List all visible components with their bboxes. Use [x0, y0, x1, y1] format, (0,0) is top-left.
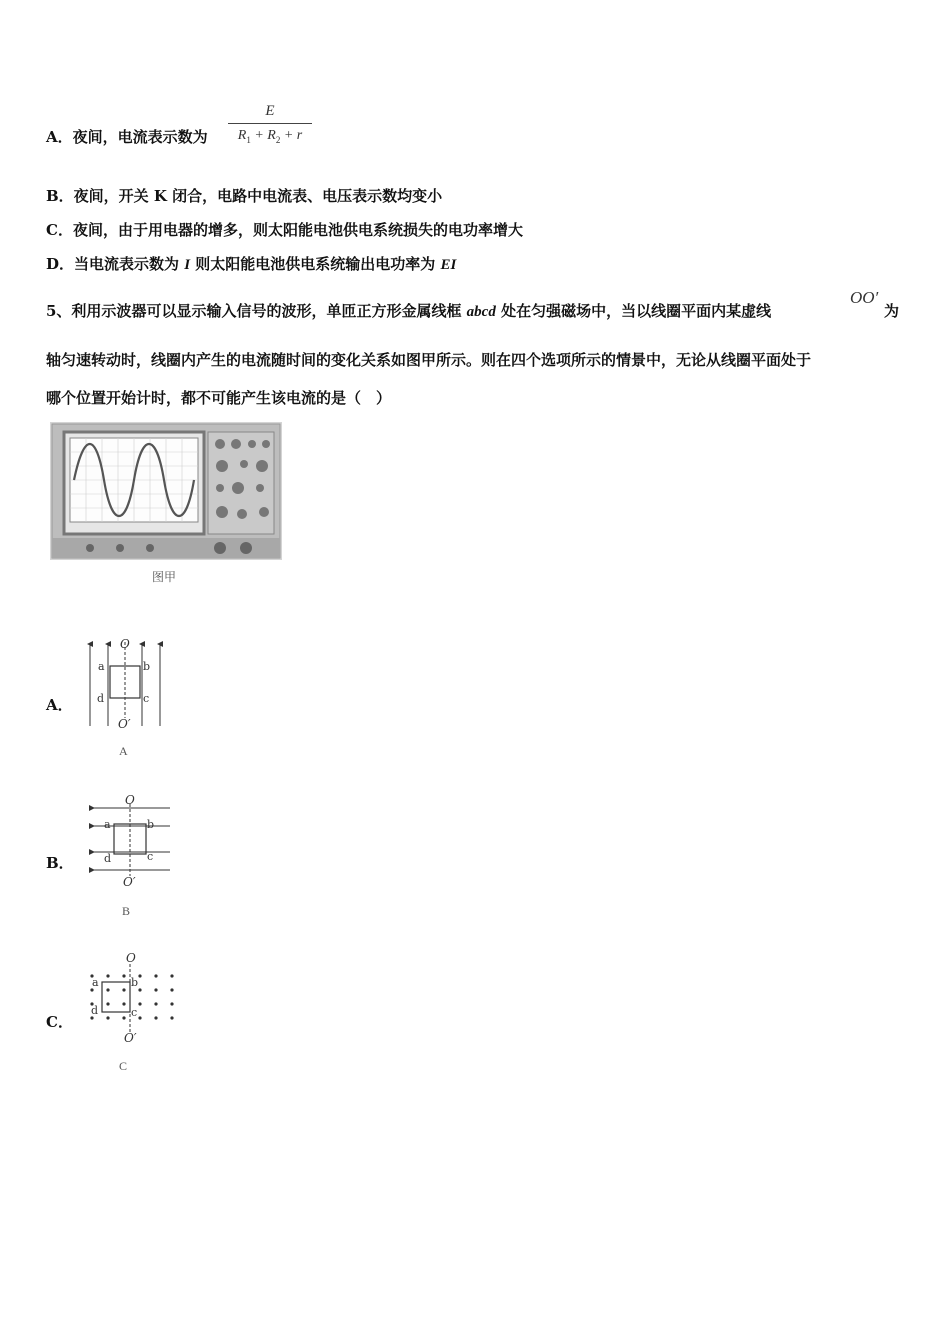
choice-b-o: O	[125, 793, 135, 807]
option-b-text: B．夜间，开关 K 闭合，电路中电流表、电压表示数均变小	[46, 187, 443, 205]
choice-a-diagram	[80, 634, 170, 734]
choice-c-b: b	[131, 976, 139, 989]
axis-label-oo: OO′	[850, 288, 879, 307]
option-a-text: A．夜间，电流表示数为	[46, 128, 208, 146]
choice-b-b: b	[147, 818, 155, 831]
choice-b-c: c	[147, 850, 154, 863]
question-5-line-3: 哪个位置开始计时，都不可能产生该电流的是（ ）	[46, 389, 392, 407]
choice-c-diagram	[84, 950, 184, 1050]
choice-c-label: C．	[46, 1013, 73, 1031]
choice-b-o-prime: O′	[123, 875, 136, 889]
choice-a-d: d	[97, 692, 105, 705]
question-5-line-1: 5、利用示波器可以显示输入信号的波形，单匝正方形金属线框 abcd 处在匀强磁场中，当以线圈平面内某虚线	[46, 302, 772, 320]
fraction-e-over-r	[228, 100, 312, 146]
choice-c-o: O	[126, 951, 136, 965]
fraction-numerator: E	[265, 103, 275, 119]
choice-c-o-prime: O′	[124, 1031, 137, 1045]
option-c-text: C．夜间，由于用电器的增多，则太阳能电池供电系统损失的电功率增大	[46, 221, 523, 239]
choice-a-caption: A	[119, 744, 128, 758]
choice-c-d: d	[91, 1004, 99, 1017]
choice-b-caption: B	[122, 904, 131, 918]
choice-a-a: a	[98, 660, 105, 673]
oscilloscope-photo	[50, 422, 282, 560]
choice-c-a: a	[92, 976, 99, 989]
choice-a-b: b	[143, 660, 151, 673]
choice-a-label: A．	[46, 696, 73, 714]
choice-a-o: O	[120, 637, 130, 651]
fraction-denominator: $R_1 + R_2 + r$	[237, 128, 303, 145]
choice-b-a: a	[104, 818, 111, 831]
choice-b-d: d	[104, 852, 112, 865]
choice-c-caption: C	[119, 1059, 128, 1073]
question-5-line-2: 轴匀速转动时，线圈内产生的电流随时间的变化关系如图甲所示。则在四个选项所示的情景中，无论从线圈平面处于	[46, 351, 812, 369]
option-d-text: D．当电流表示数为 I 则太阳能电池供电系统输出电功率为 EI	[46, 255, 457, 273]
choice-b-label: B．	[46, 854, 74, 872]
choice-a-c: c	[143, 692, 150, 705]
question-5-line-1-end: 为	[884, 302, 900, 320]
choice-c-c: c	[131, 1006, 138, 1019]
choice-a-o-prime: O′	[118, 717, 131, 731]
choice-b-diagram	[84, 790, 174, 890]
figure-jia-caption: 图甲	[152, 570, 177, 584]
